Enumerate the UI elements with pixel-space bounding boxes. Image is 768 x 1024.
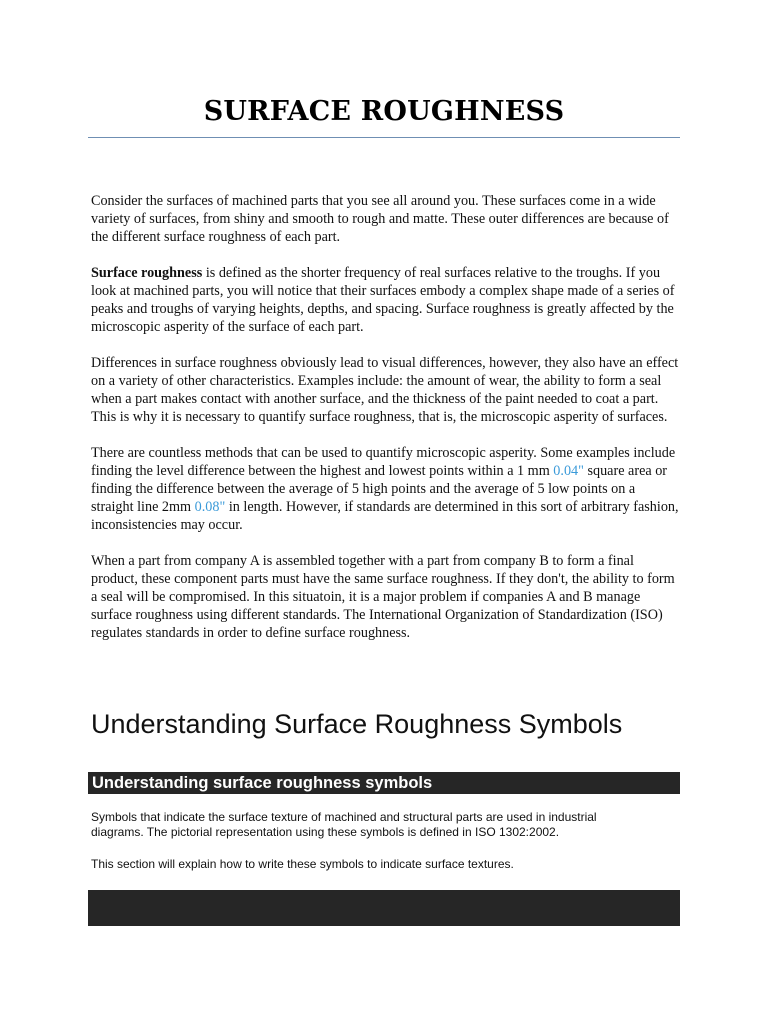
paragraph-methods-text-c: in length. However, if standards are determined in this sort of arbitrary fashion, inconsistencies may occur.: [91, 499, 679, 533]
paragraph-differences: [91, 354, 681, 426]
paragraph-standards-text: When a part from company A is assembled together with a part from company B to form a final product, these component parts must have the same surface roughness. If they don't, the ability to form a seal will be compromised. In this situatoin, it is a major problem if companies A and B manage surface roughness using different standards. The International Organization of Standardization (ISO) regulates standards in order to define surface roughness.: [91, 553, 675, 641]
subsection-paragraph-explain: This section will explain how to write these symbols to indicate surface textures.: [91, 857, 514, 871]
article-body: [91, 192, 681, 660]
paragraph-differences-text: Differences in surface roughness obviously lead to visual differences, however, they also have an effect on a variety of other characteristics. Examples include: the amount of wear, the ability to form a seal when a part makes contact with another surface, and the thickness of the paint needed to coat a part. This is why it is necessary to quantify surface roughness, that is, the microscopic asperity of surfaces.: [91, 355, 679, 425]
paragraph-methods-text-b: square area or finding the difference between the average of 5 high points and the average of 5 low points on a straight line 2mm: [91, 463, 668, 515]
subsection-heading-bar: Understanding surface roughness symbols: [88, 772, 680, 794]
paragraph-definition-text: is defined as the shorter frequency of real surfaces relative to the troughs. If you look at machined parts, you will notice that their surfaces embody a complex shape made of a series of peaks and troughs of varying heights, depths, and spacing. Surface roughness is greatly affected by the microscopic asperity of the surface of each part.: [91, 265, 675, 335]
paragraph-standards: [91, 552, 681, 642]
dark-banner: [88, 890, 680, 926]
page-title: SURFACE ROUGHNESS: [203, 96, 565, 127]
unit-conversion-link-2[interactable]: 0.08": [194, 499, 226, 515]
paragraph-intro: [91, 192, 681, 246]
title-divider: [88, 137, 680, 138]
paragraph-definition: [91, 264, 681, 336]
paragraph-methods-text-a: There are countless methods that can be used to quantify microscopic asperity. Some examples include finding the level difference between the highest and lowest points within a 1 mm: [91, 445, 676, 479]
term-surface-roughness: Surface roughness: [91, 265, 203, 281]
subsection-paragraph-symbols: Symbols that indicate the surface texture of machined and structural parts are used in industrial diagrams. The pictorial representation using these symbols is defined in ISO 1302:2002.: [91, 810, 597, 839]
unit-conversion-link-1[interactable]: 0.04": [553, 463, 584, 479]
paragraph-methods: [91, 444, 681, 534]
section-heading: Understanding Surface Roughness Symbols: [91, 709, 623, 739]
paragraph-intro-text: Consider the surfaces of machined parts that you see all around you. These surfaces come in a wide variety of surfaces, from shiny and smooth to rough and matte. These outer differences are because of the different surface roughness of each part.: [91, 193, 669, 245]
